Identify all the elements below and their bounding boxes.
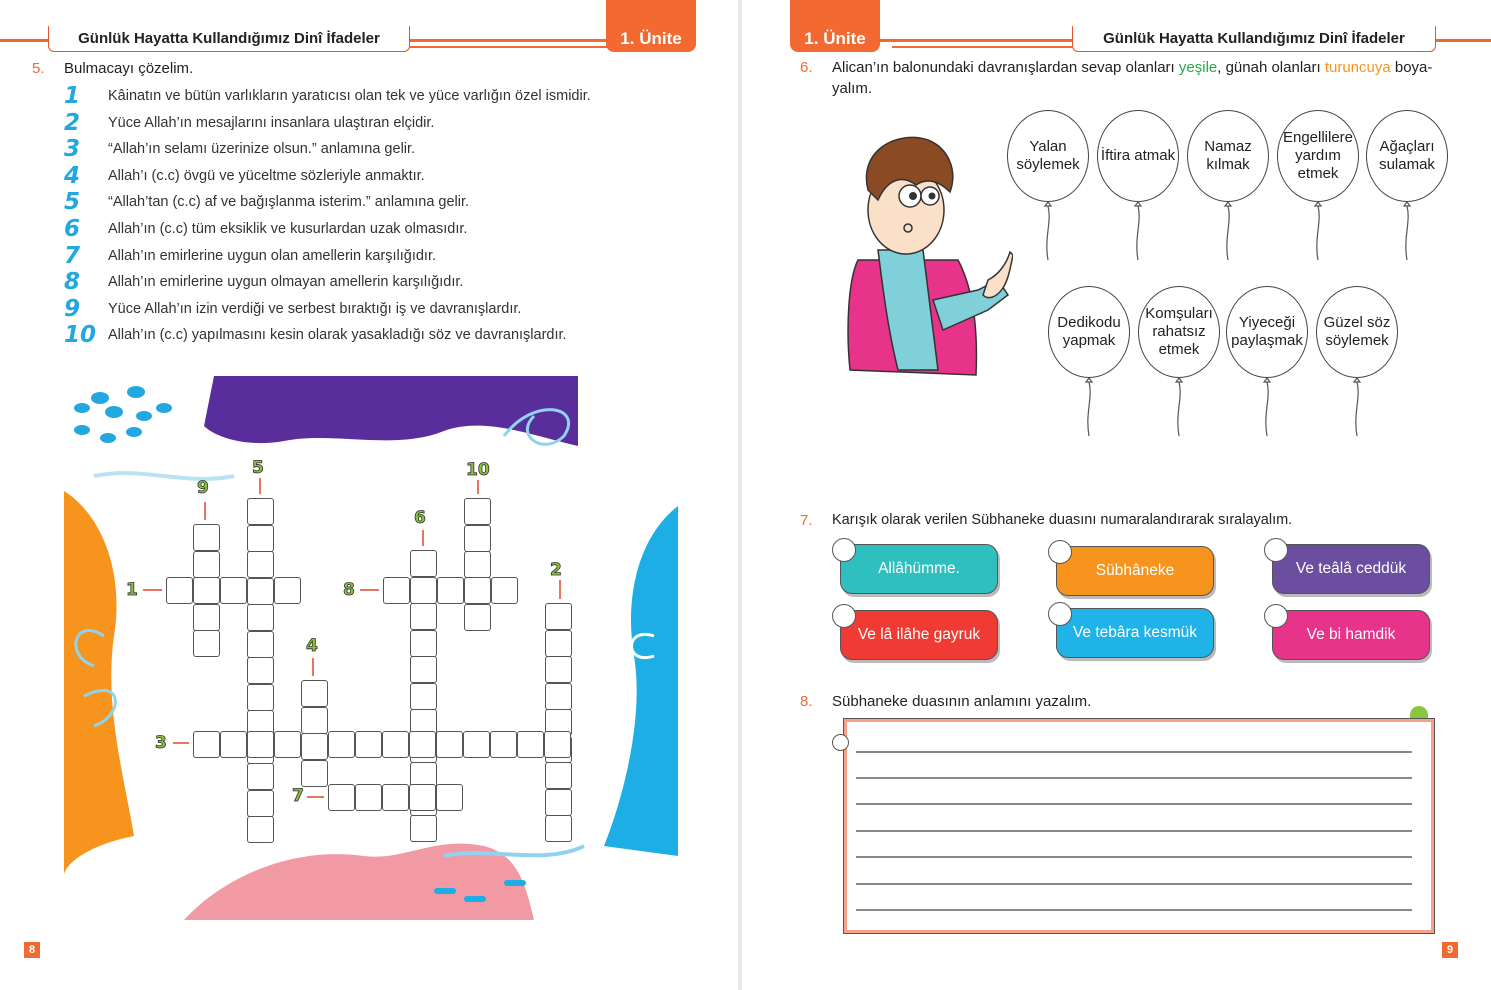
balloon[interactable]: Güzel söz söylemek [1316,286,1398,378]
writing-line [856,883,1412,885]
writing-line [856,909,1412,911]
clue-number: 1 [64,83,81,109]
page-number: 9 [1442,942,1458,958]
numbering-circle[interactable] [1048,540,1072,564]
crossword-number-label: 1 [126,580,138,600]
boy-illustration [838,130,1013,382]
balloon[interactable]: Yiyeceği paylaşmak [1226,286,1308,378]
clue-number: 3 [64,136,81,162]
balloon-string [1169,378,1189,438]
question-number: 7. [800,512,813,529]
question-text-part: Alican’ın balonundaki davranışlardan sevap olanları [832,59,1179,76]
unit-tab: 1. Ünite [790,0,880,52]
clue-text: Kâinatın ve bütün varlıkların yaratıcısı olan tek ve yüce varlığın özel ismidir. [108,88,591,104]
balloon-string [1128,202,1148,262]
balloon-string [1079,378,1099,438]
question-text: Karışık olarak verilen Sübhaneke duasını numaralandırarak sıralayalım. [832,512,1293,528]
prayer-pill: Ve bi hamdik [1272,610,1430,660]
question-text-part: , günah olanları [1217,59,1325,76]
balloon[interactable]: Namaz kılmak [1187,110,1269,202]
question-text-part: boya- [1390,59,1433,76]
question-text: Bulmacayı çözelim. [64,60,194,77]
prayer-pill: Ve lâ ilâhe gayruk [840,610,998,660]
numbering-circle[interactable] [1264,538,1288,562]
green-word: yeşile [1178,59,1218,76]
clue-number: 5 [64,189,81,215]
left-page [0,0,738,990]
numbering-circle[interactable] [1048,602,1072,626]
numbering-circle[interactable] [832,538,856,562]
header-title: Günlük Hayatta Kullandığımız Dinî İfadeler [48,26,410,52]
clue-number: 6 [64,216,81,242]
pin-circle [832,734,849,751]
clue-number: 4 [64,163,81,189]
clue-text: “Allah’tan (c.c) af ve bağışlanma isterim.” anlamına gelir. [108,194,470,210]
balloon-string [1038,202,1058,262]
prayer-pill: Sübhâneke [1056,546,1214,596]
clue-text: Allah’ın emirlerine uygun olan amellerin karşılığıdır. [108,248,437,264]
pin-decoration [1410,706,1428,718]
balloon[interactable]: Engellilere yardım etmek [1277,110,1359,202]
crossword-number-label: 9 [197,478,209,498]
writing-area[interactable] [843,718,1435,934]
balloon[interactable]: Ağaçları sulamak [1366,110,1448,202]
prayer-pill: Ve teâlâ ceddük [1272,544,1430,594]
crossword-number-label: 10 [466,460,490,480]
question-text [832,59,1462,76]
writing-line [856,856,1412,858]
crossword-arrows [0,0,738,990]
writing-line [856,830,1412,832]
balloon[interactable]: İftira atmak [1097,110,1179,202]
numbering-circle[interactable] [1264,604,1288,628]
balloon[interactable]: Dedikodu yapmak [1048,286,1130,378]
question-number: 8. [800,693,813,710]
crossword-number-label: 8 [343,580,355,600]
clue-number: 8 [64,269,81,295]
question-number: 5. [32,60,45,77]
balloon-string [1218,202,1238,262]
clue-text: Allah’ın (c.c) yapılmasını kesin olarak yasakladığı söz ve davranışlardır. [108,327,567,343]
unit-tab: 1. Ünite [606,0,696,52]
balloon-string [1308,202,1328,262]
balloon-string [1257,378,1277,438]
question-number: 6. [800,59,813,76]
crossword-number-label: 2 [550,560,562,580]
balloon[interactable]: Komşuları rahatsız etmek [1138,286,1220,378]
clue-text: Allah’ın (c.c) tüm eksiklik ve kusurlardan uzak olmasıdır. [108,221,468,237]
clue-number: 10 [64,322,97,348]
header-title: Günlük Hayatta Kullandığımız Dinî İfadeler [1072,26,1436,52]
numbering-circle[interactable] [832,604,856,628]
writing-line [856,803,1412,805]
header-stripe [892,46,1072,48]
clue-number: 7 [64,243,81,269]
clue-text: “Allah’ın selamı üzerinize olsun.” anlamına gelir. [108,141,416,157]
crossword-grid [0,0,738,990]
clue-number: 9 [64,296,81,322]
crossword-number-label: 3 [155,733,167,753]
balloon[interactable]: Yalan söylemek [1007,110,1089,202]
writing-line [856,751,1412,753]
prayer-pill: Allâhümme. [840,544,998,594]
balloon-string [1347,378,1367,438]
question-text: Sübhaneke duasının anlamını yazalım. [832,693,1092,710]
crossword-number-label: 5 [252,458,264,478]
clue-text: Yüce Allah’ın mesajlarını insanlara ulaştıran elçidir. [108,115,435,131]
crossword-number-label: 6 [414,508,426,528]
orange-word: turuncuya [1324,59,1391,76]
clue-text: Allah’ı (c.c) övgü ve yüceltme sözleriyle anmaktır. [108,168,425,184]
clue-text: Allah’ın emirlerine uygun olmayan amellerin karşılığıdır. [108,274,464,290]
balloon-string [1397,202,1417,262]
clue-text: Yüce Allah’ın izin verdiği ve serbest bıraktığı iş ve davranışlardır. [108,301,522,317]
prayer-pill: Ve tebâra kesmük [1056,608,1214,658]
crossword-number-label: 4 [306,636,318,656]
writing-line [856,777,1412,779]
page-number: 8 [24,942,40,958]
crossword-number-label: 7 [292,786,304,806]
clue-number: 2 [64,110,81,136]
question-text: yalım. [832,80,873,97]
